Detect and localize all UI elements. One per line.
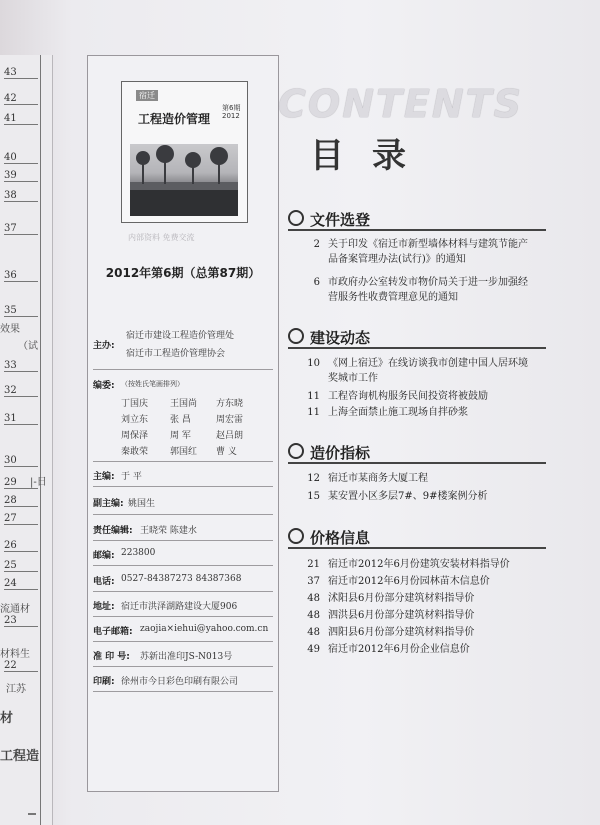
divider <box>93 369 273 370</box>
email-label: 电子邮箱: <box>93 627 133 637</box>
section-bullet-icon <box>288 443 304 459</box>
strip-page-number: 23 <box>4 615 38 627</box>
section-rule <box>288 347 546 349</box>
divider <box>93 461 273 462</box>
responsible-editor-value: 王晓荣 陈建水 <box>140 526 197 536</box>
section-rule <box>288 229 546 231</box>
responsible-editor-label: 责任编辑: <box>93 526 133 536</box>
board-member: 方东晓 <box>216 399 244 409</box>
strip-page-number: 22 <box>4 660 38 672</box>
board-label: 编委: <box>93 381 115 391</box>
toc-entry: 21 宿迁市2012年6月份建筑安装材料指导价 <box>307 559 510 570</box>
strip-page-number: 43 <box>4 67 38 79</box>
permit-label: 准 印 号: <box>93 652 130 662</box>
phone-label: 电话: <box>93 577 115 587</box>
deputy-editor-value: 姚国生 <box>128 499 156 509</box>
toc-entry: 12 宿迁市某商务大厦工程 <box>307 473 428 484</box>
divider <box>93 514 273 515</box>
cover-caption: 内部资料 免费交流 <box>128 233 195 242</box>
phone-value: 0527-84387273 84387368 <box>121 574 242 584</box>
board-member: 郭国红 <box>170 447 198 457</box>
masthead-panel <box>87 55 279 792</box>
strip-page-number: 24 <box>4 578 38 590</box>
toc-entry: 6 市政府办公室转发市物价局关于进一步加强经 营服务性收费管理意见的通知 <box>313 277 528 303</box>
divider <box>93 540 273 541</box>
divider <box>93 591 273 592</box>
divider <box>93 565 273 566</box>
toc-entry: 37 宿迁市2012年6月份园林苗木信息价 <box>307 576 490 587</box>
strip-page-number: 26 <box>4 540 38 552</box>
toc-entry: 48 泗洪县6月份部分建筑材料指导价 <box>307 610 475 621</box>
cover-issue: 第6期 2012 <box>222 104 241 120</box>
strip-page-number: 41 <box>4 113 38 125</box>
divider <box>93 641 273 642</box>
strip-page-number: 39 <box>4 170 38 182</box>
strip-text-fragment: 材料生 <box>0 649 30 660</box>
strip-text-fragment: 工程造 <box>0 749 40 764</box>
strip-page-number: 38 <box>4 190 38 202</box>
strip-page-number: 35 <box>4 305 38 317</box>
scan-speck <box>28 813 36 815</box>
contents-heading-en: CONTENTS <box>278 82 523 126</box>
board-member: 周保泽 <box>121 431 149 441</box>
cover-badge: 宿迁 <box>136 90 158 101</box>
section-title: 价格信息 <box>288 527 370 548</box>
strip-page-number: 27 <box>4 513 38 525</box>
section-title: 建设动态 <box>288 327 370 348</box>
strip-page-number: 42 <box>4 93 38 105</box>
strip-text-fragment: （试 <box>18 341 38 352</box>
strip-text-fragment: 效果 <box>0 324 20 335</box>
facing-page-strip <box>0 55 53 825</box>
strip-page-number: 28 <box>4 495 38 507</box>
section-title: 造价指标 <box>288 442 370 463</box>
host-label: 主办: <box>93 341 115 351</box>
section-bullet-icon <box>288 528 304 544</box>
section-bullet-icon <box>288 210 304 226</box>
zip-value: 223800 <box>121 548 156 558</box>
board-member: 秦敢荣 <box>121 447 149 457</box>
divider <box>93 691 273 692</box>
editor-value: 于 平 <box>121 472 142 482</box>
board-member: 刘立东 <box>121 415 149 425</box>
toc-entry: 49 宿迁市2012年6月份企业信息价 <box>307 644 470 655</box>
divider <box>93 666 273 667</box>
strip-page-number: 32 <box>4 385 38 397</box>
printer-value: 徐州市今日彩色印刷有限公司 <box>121 677 239 687</box>
strip-page-number: 40 <box>4 152 38 164</box>
strip-divider <box>40 55 41 825</box>
board-member: 张 昌 <box>170 415 191 425</box>
strip-page-number: 36 <box>4 270 38 282</box>
contents-heading-cn: 目录 <box>310 136 434 176</box>
toc-entry: 15 某安置小区多层7#、9#楼案例分析 <box>307 491 488 502</box>
board-member: 丁国庆 <box>121 399 149 409</box>
email-value: zaojia×iehui@yahoo.com.cn <box>140 624 269 634</box>
board-note: （按姓氏笔画排列） <box>121 380 184 388</box>
strip-page-number: 25 <box>4 560 38 572</box>
divider <box>93 486 273 487</box>
board-member: 王国尚 <box>170 399 198 409</box>
strip-page-number: 30 <box>4 455 38 467</box>
board-member: 周宏雷 <box>216 415 244 425</box>
board-member: 赵吕朗 <box>216 431 244 441</box>
divider <box>93 616 273 617</box>
editor-label: 主编: <box>93 472 115 482</box>
host-line: 宿迁市工程造价管理协会 <box>126 349 226 359</box>
board-member: 周 军 <box>170 431 191 441</box>
strip-text-fragment: 流通材 <box>0 604 30 615</box>
section-rule <box>288 547 546 549</box>
section-title: 文件选登 <box>288 209 370 230</box>
strip-page-number: 33 <box>4 360 38 372</box>
section-rule <box>288 462 546 464</box>
host-line: 宿迁市建设工程造价管理处 <box>126 331 235 341</box>
address-label: 地址: <box>93 602 115 612</box>
cover-photo <box>130 144 238 216</box>
toc-entry: 48 沭阳县6月份部分建筑材料指导价 <box>307 593 475 604</box>
strip-page-number: 29 <box>4 477 38 489</box>
strip-page-number: 31 <box>4 413 38 425</box>
strip-page-number: 37 <box>4 223 38 235</box>
toc-entry: 2 关于印发《宿迁市新型墙体材料与建筑节能产 品备案管理办法(试行)》的通知 <box>313 239 528 265</box>
issue-number: 2012年第6期（总第87期） <box>105 266 261 280</box>
address-value: 宿迁市洪泽湖路建设大厦906 <box>121 602 238 612</box>
strip-text-fragment: 江苏 <box>6 684 26 695</box>
permit-value: 苏新出准印JS-N013号 <box>140 652 233 662</box>
strip-text-fragment: |-日 <box>30 477 47 488</box>
toc-entry: 11 上海全面禁止施工现场自拌砂浆 <box>307 407 468 418</box>
strip-text-fragment: 材 <box>0 711 14 726</box>
printer-label: 印刷: <box>93 677 115 687</box>
board-member: 曹 义 <box>216 447 237 457</box>
deputy-editor-label: 副主编: <box>93 499 124 509</box>
section-bullet-icon <box>288 328 304 344</box>
toc-entry: 11 工程咨询机构服务民间投资将被鼓励 <box>307 391 488 402</box>
cover-title: 工程造价管理 <box>138 112 211 126</box>
toc-entry: 48 泗阳县6月份部分建筑材料指导价 <box>307 627 475 638</box>
zip-label: 邮编: <box>93 551 115 561</box>
toc-entry: 10 《网上宿迁》在线访谈我市创建中国人居环境 奖城市工作 <box>307 358 528 384</box>
cover-thumbnail <box>121 81 248 223</box>
